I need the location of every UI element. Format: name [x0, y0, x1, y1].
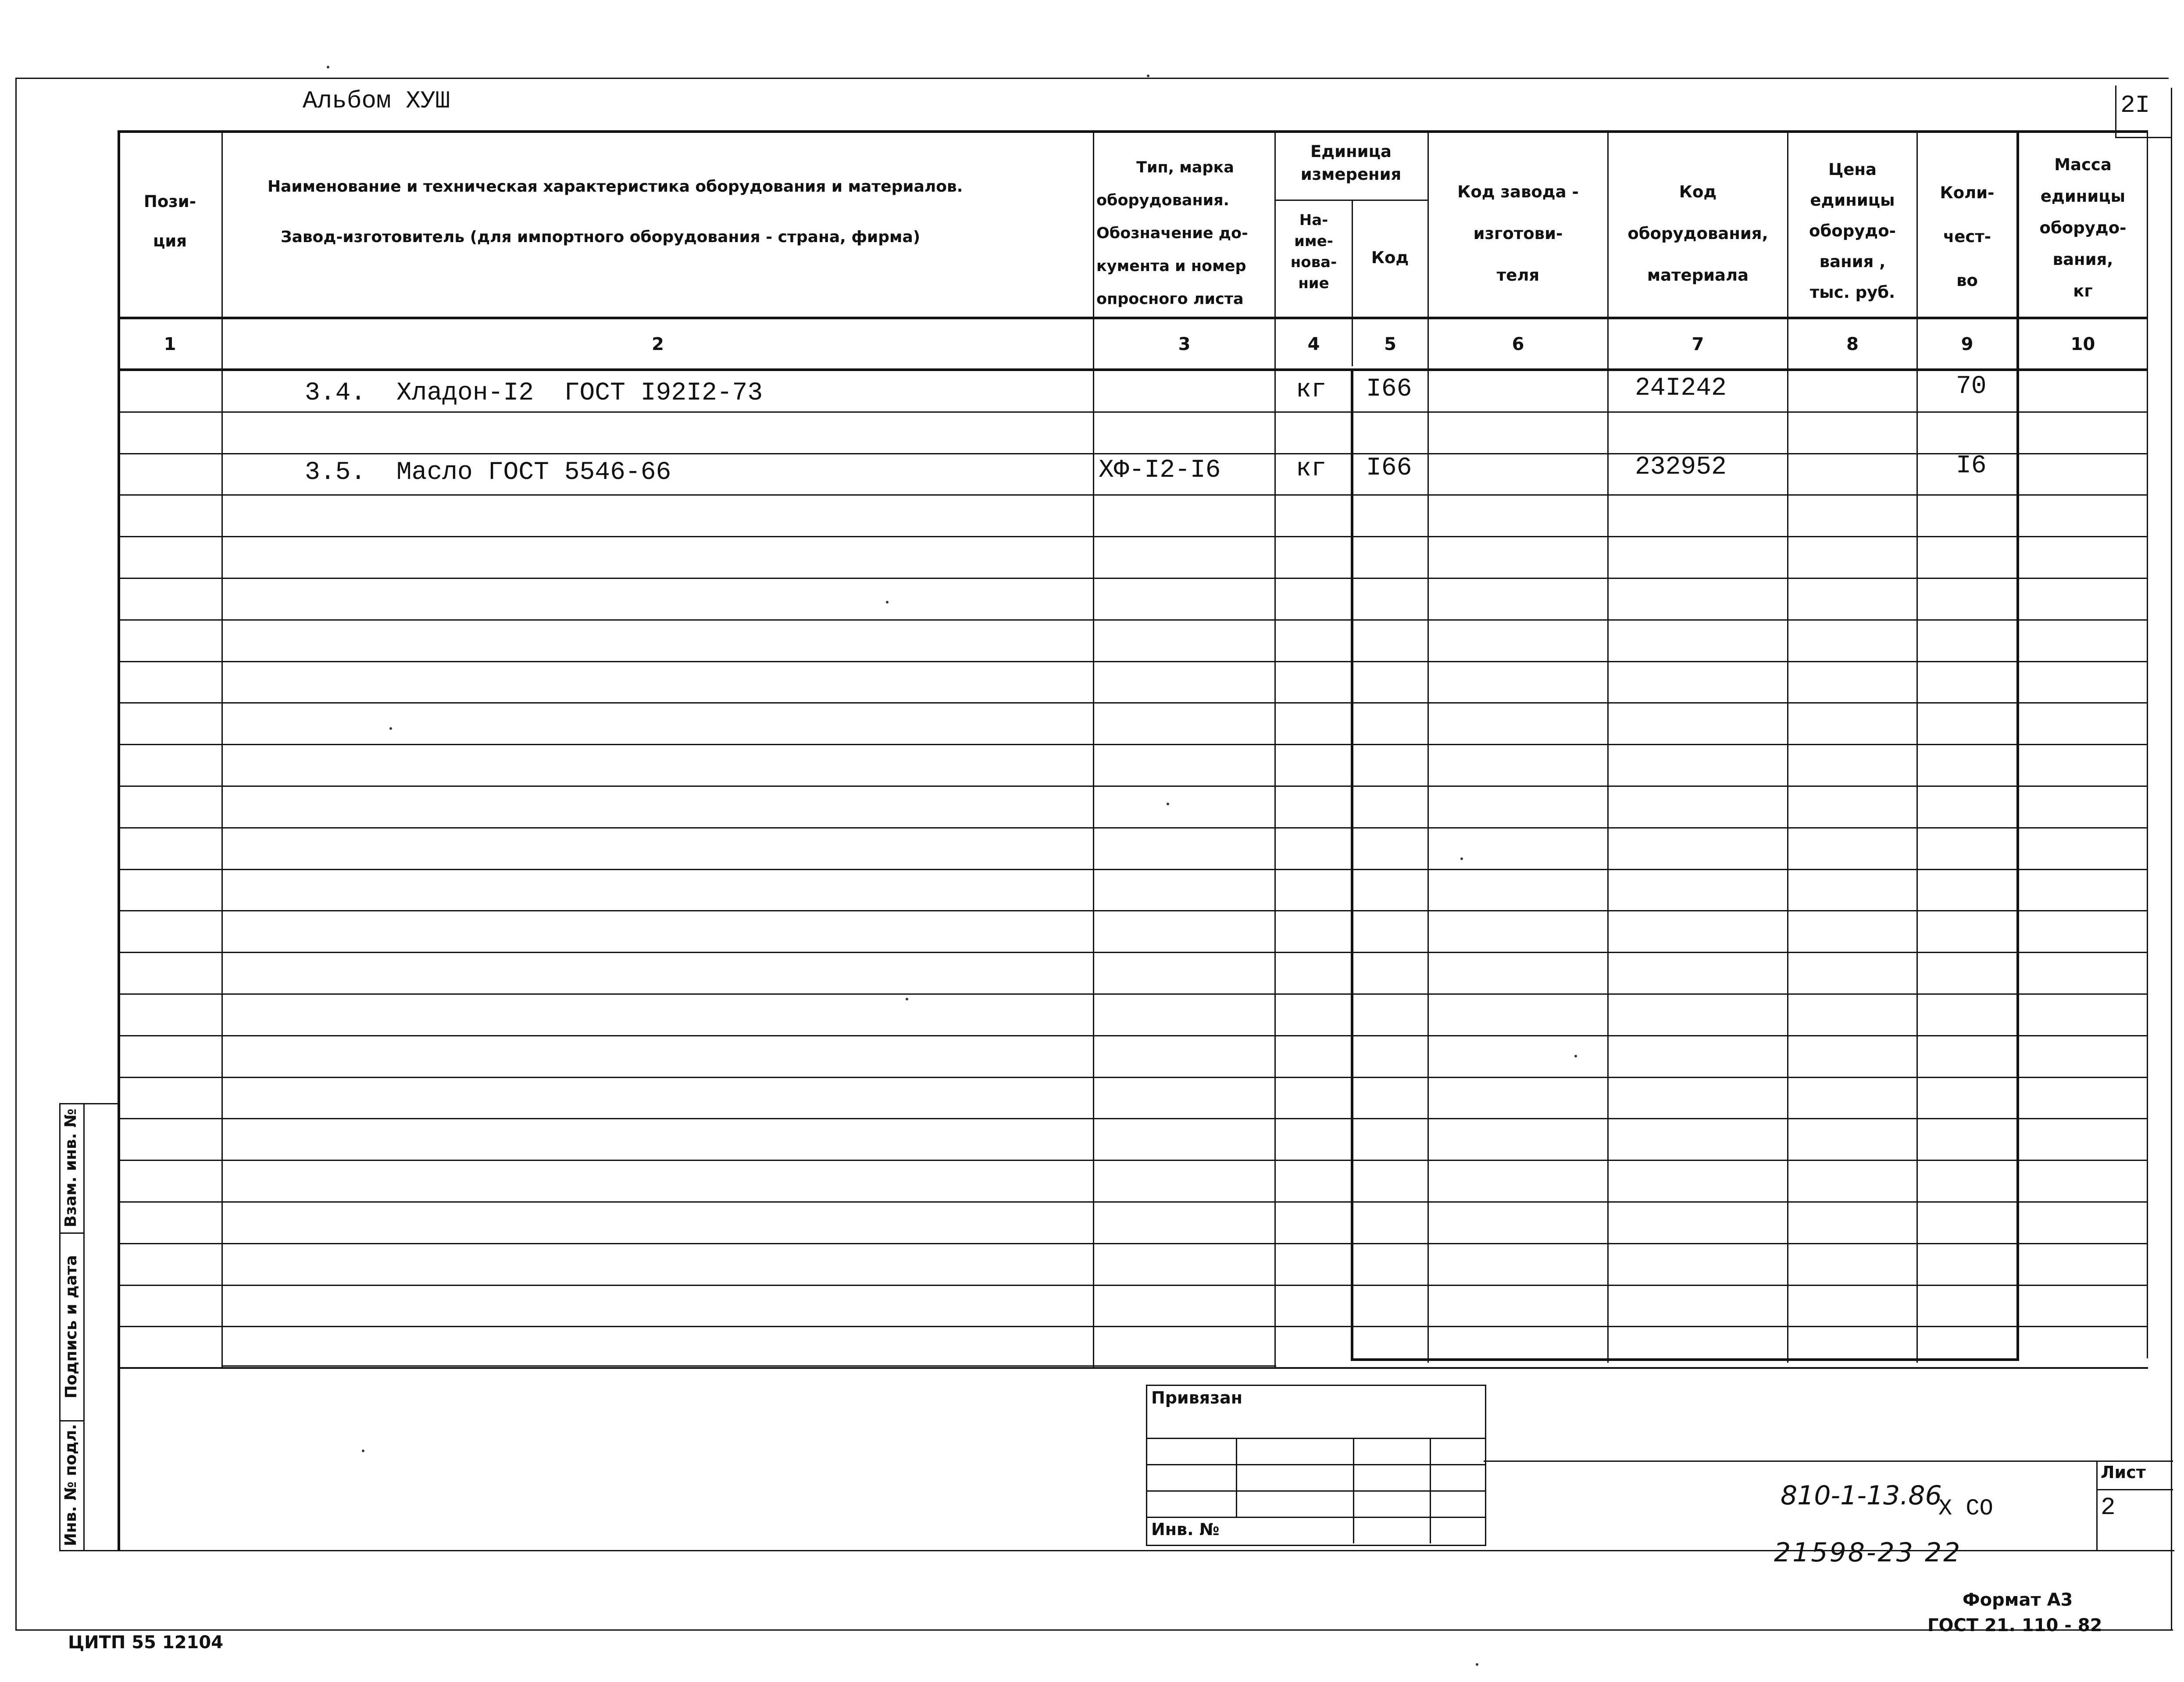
row-separator [118, 1285, 2148, 1286]
row-separator [118, 494, 2148, 496]
scan-speck [1460, 857, 1463, 860]
col-sep-6 [1607, 130, 1609, 1363]
col-number: 3 [1178, 334, 1191, 354]
page-number-box-bottom [2115, 137, 2171, 138]
col10-header-line: кг [2073, 282, 2093, 300]
col10-header-line: вания, [2052, 250, 2113, 269]
table-top [118, 130, 2148, 133]
col9-header [1918, 171, 2016, 303]
row-separator [118, 869, 2148, 870]
scan-speck [327, 66, 329, 68]
row2-type: ХФ-I2-I6 [1099, 456, 1221, 485]
col-sep-1 [221, 130, 223, 1367]
scan-speck [1167, 803, 1169, 805]
row-separator [118, 411, 2148, 413]
col-sep-3 [1274, 130, 1276, 1367]
col4-header-line: име- [1294, 232, 1333, 250]
col1-header [118, 182, 221, 261]
col8-header-line: оборудо- [1809, 221, 1896, 240]
col3-header-line: Тип, марка [1136, 159, 1234, 176]
frame-right [2171, 88, 2172, 1631]
col7-header [1609, 171, 1787, 296]
col8-header-line: вания , [1819, 252, 1886, 271]
col-sep-5 [1427, 130, 1429, 1363]
row-separator [118, 1201, 2148, 1203]
table-bottom [221, 1365, 1276, 1367]
row-separator [118, 952, 2148, 953]
row-separator [118, 1118, 2148, 1119]
col2-header-line2: Завод-изготовитель (для импортного оборудования - страна, фирма) [281, 228, 921, 246]
bold-block-bottom [1351, 1358, 2019, 1361]
col8-header [1788, 154, 1916, 308]
row2-name: 3.5. Масло ГОСТ 5546-66 [305, 458, 671, 487]
col3-header-line: Обозначение до- [1096, 225, 1248, 242]
row1-qty: 70 [1956, 372, 1987, 401]
row-separator [118, 1160, 2148, 1161]
col1-header-line: Пози- [143, 192, 196, 211]
frame-top [15, 78, 2169, 79]
col6-header-line: Код завода - [1457, 182, 1579, 201]
col7-header-line: Код [1679, 182, 1717, 201]
col3-header-line: кумента и номер [1096, 257, 1246, 275]
side-inv-podl: Инв. № подл. [62, 1424, 80, 1546]
handwritten-number: 21598-23 22 [1774, 1537, 1962, 1568]
title-block-top [1484, 1461, 2173, 1462]
designation-handwritten: 810-1-13.86 [1781, 1480, 1942, 1511]
format-label: Формат А3 [1963, 1590, 2073, 1610]
row1-unit: кг [1296, 376, 1327, 404]
col2-header-line1: Наименование и техническая характеристика оборудования и материалов. [268, 178, 963, 196]
col8-header-line: единицы [1810, 191, 1895, 210]
col10-header-line: Масса [2054, 155, 2112, 174]
scan-speck [906, 998, 908, 1000]
row-separator [118, 827, 2148, 829]
col-sep-8 [1916, 130, 1918, 1363]
col4-header-line: нова- [1290, 254, 1337, 271]
designation-code: Х СО [1938, 1496, 1993, 1521]
row1-material-code: 24I242 [1635, 374, 1727, 403]
scan-speck [362, 1450, 364, 1452]
privyazan-col1 [1236, 1438, 1237, 1517]
col-number: 6 [1512, 334, 1524, 354]
inv-no-label: Инв. № [1151, 1520, 1220, 1539]
privyazan-line2 [1146, 1464, 1485, 1465]
numbers-bottom [118, 368, 2148, 371]
sheet-label: Лист [2101, 1463, 2146, 1482]
unit-group-header-line: измерения [1300, 165, 1402, 184]
row-separator [118, 619, 2148, 621]
col6-header-line: теля [1496, 266, 1540, 285]
row-separator [118, 744, 2148, 745]
col-number: 1 [164, 334, 176, 354]
row-separator [118, 1326, 2148, 1327]
gost-label: ГОСТ 21. 110 - 82 [1927, 1615, 2102, 1636]
row-separator [118, 702, 2148, 704]
sheet-number: 2 [2101, 1493, 2116, 1521]
row-separator [118, 786, 2148, 787]
col10-header-line: оборудо- [2039, 218, 2127, 237]
row-separator [118, 661, 2148, 662]
privyazan-line3 [1146, 1490, 1485, 1492]
row-separator [118, 578, 2148, 579]
side-stamp-left [59, 1103, 61, 1551]
scan-speck [1147, 75, 1149, 77]
privyazan-line4 [1146, 1517, 1485, 1518]
privyazan-col3 [1430, 1438, 1431, 1543]
row2-unit: кг [1296, 455, 1327, 483]
row-separator [118, 1077, 2148, 1078]
row-separator [118, 910, 2148, 911]
col-sep-4-bold [1351, 368, 1353, 1361]
col-number: 2 [652, 334, 664, 354]
side-zam-inv: Взам. инв. № [62, 1108, 80, 1228]
unit-group-header-line: Единица [1310, 142, 1392, 161]
col9-header-line: чест- [1943, 227, 1991, 246]
col10-header-line: единицы [2040, 187, 2126, 206]
col6-header-line: изготови- [1473, 224, 1563, 243]
col4-header-line: ние [1298, 275, 1329, 292]
col7-header-line: материала [1647, 266, 1749, 285]
col3-header-line: опросного листа [1096, 290, 1244, 308]
col-sep-7 [1787, 130, 1788, 1363]
row-separator [118, 993, 2148, 995]
col-number: 10 [2070, 334, 2095, 354]
col8-header-line: Цена [1828, 160, 1877, 179]
col9-header-line: Коли- [1940, 183, 1995, 202]
col-sep-2 [1093, 130, 1094, 1367]
col3-header [1096, 151, 1274, 316]
col8-header-line: тыс. руб. [1809, 283, 1895, 302]
frame-left [15, 78, 17, 1630]
printer-label: ЦИТП 55 12104 [68, 1632, 224, 1653]
col-number: 8 [1846, 334, 1859, 354]
privyazan-col2 [1353, 1438, 1354, 1543]
row2-unit-code: I66 [1366, 454, 1412, 482]
sheet-box-divider [2096, 1489, 2173, 1490]
col4-header [1275, 210, 1352, 294]
side-stamp-mid [83, 1103, 85, 1551]
frame-bottom [15, 1629, 2173, 1631]
unit-group-divider [1274, 200, 1427, 201]
row2-qty: I6 [1956, 452, 1987, 480]
sheet-box-left [2096, 1461, 2098, 1551]
row-separator [118, 1243, 2148, 1244]
scan-speck [1476, 1663, 1478, 1666]
scan-speck [389, 727, 392, 730]
col-number: 7 [1692, 334, 1704, 354]
col-number: 4 [1307, 334, 1320, 354]
col1-header-line: ция [153, 232, 187, 250]
col4-header-line: На- [1299, 211, 1328, 229]
row2-material-code: 232952 [1635, 453, 1727, 482]
col3-header-line: оборудования. [1096, 192, 1229, 209]
page-number: 2I [2120, 91, 2150, 119]
album-title: Альбом ХУШ [303, 87, 450, 115]
bottom-area-top [118, 1367, 2148, 1368]
col-number: 9 [1961, 334, 1973, 354]
col6-header [1429, 171, 1607, 296]
row-separator [118, 536, 2148, 537]
privyazan-line1 [1146, 1438, 1485, 1439]
row1-unit-code: I66 [1366, 375, 1412, 404]
row1-name: 3.4. Хладон-I2 ГОСТ I92I2-73 [305, 379, 763, 407]
col5-header: Код [1371, 248, 1409, 267]
privyazan-label: Привязан [1151, 1388, 1243, 1407]
scan-speck [886, 601, 889, 604]
scan-speck [1574, 1055, 1577, 1057]
unit-group-header [1274, 140, 1427, 186]
col-number: 5 [1384, 334, 1396, 354]
header-bottom [118, 317, 2148, 319]
col9-header-line: во [1956, 271, 1978, 290]
col7-header-line: оборудования, [1627, 224, 1768, 243]
col10-header [2019, 149, 2147, 307]
row-separator [118, 1035, 2148, 1036]
side-podpis: Подпись и дата [62, 1255, 80, 1399]
